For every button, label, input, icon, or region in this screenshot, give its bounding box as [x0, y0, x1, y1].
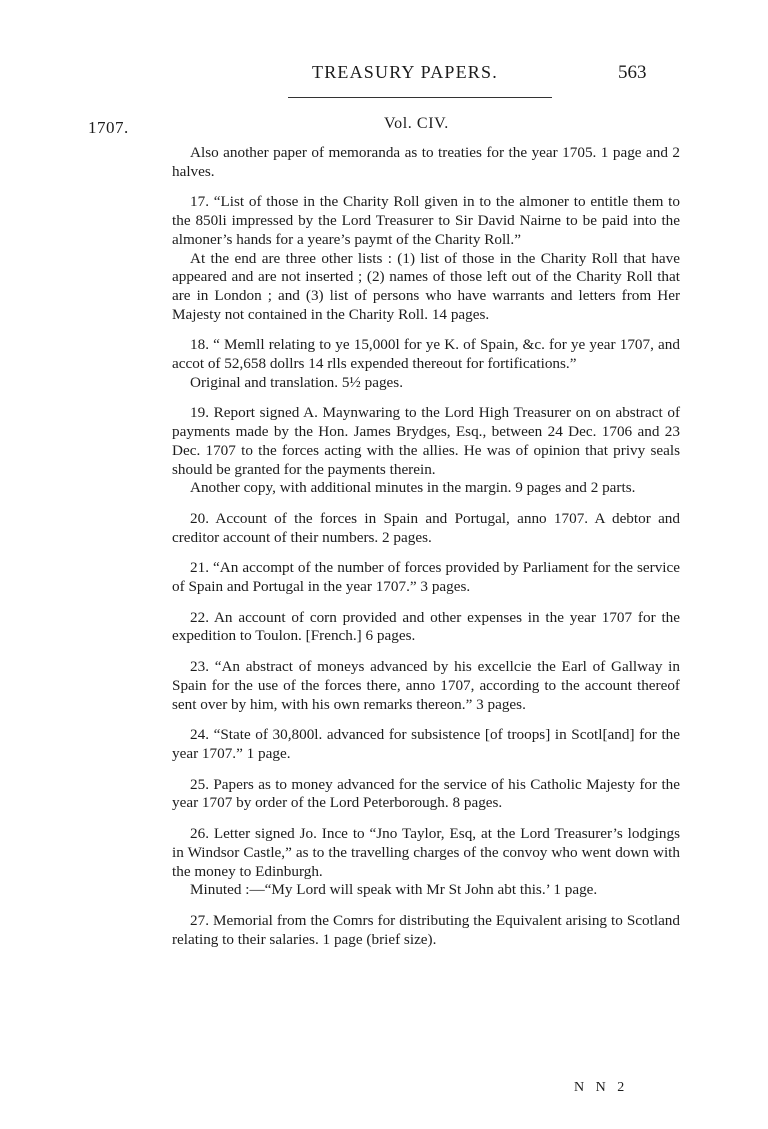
paragraph-memoranda: Also another paper of memoranda as to treaties for the year 1705. 1 page and 2 halves.	[172, 144, 680, 180]
paragraph-23: 23. “An abstract of moneys advanced by his excellcie the Earl of Gallway in Spain for the use of the forces there, anno 1707, according to the account thereof sent over by him, with his own remarks thereon.” 3 pages.	[172, 658, 680, 713]
page-title: TREASURY PAPERS.	[312, 62, 498, 82]
paragraph-17: 17. “List of those in the Charity Roll given in to the almoner to entitle them to the 850li impressed by the Lord Treasurer to Sir David Nairne to be paid into the almoner’s hands for a yeare’s paymt of the Charity Roll.”	[172, 193, 680, 248]
body-text	[172, 144, 680, 961]
paragraph-19: 19. Report signed A. Maynwaring to the Lord High Treasurer on on abstract of payments made by the Hon. James Brydges, Esq., between 24 Dec. 1706 and 23 Dec. 1707 to the forces acting with the allies. He was of opinion that privy seals should be granted for the payments therein.	[172, 404, 680, 478]
paragraph-22: 22. An account of corn provided and other expenses in the year 1707 for the expedition to Toulon. [French.] 6 pages.	[172, 608, 680, 645]
header-rule	[288, 97, 552, 98]
paragraph-18: 18. “ Memll relating to ye 15,000l for ye K. of Spain, &c. for ye year 1707, and accot of 52,658 dollrs 14 rlls expended thereout for fortifications.”	[172, 336, 680, 373]
paragraph-20: 20. Account of the forces in Spain and Portugal, anno 1707. A debtor and creditor account of their numbers. 2 pages.	[172, 509, 680, 546]
margin-year: 1707.	[88, 118, 129, 137]
running-head	[0, 62, 768, 92]
paragraph-24: 24. “State of 30,800l. advanced for subsistence [of troops] in Scotl[and] for the year 1707.” 1 page.	[172, 726, 680, 762]
paragraph-27: 27. Memorial from the Comrs for distributing the Equivalent arising to Scotland relating to their salaries. 1 page (brief size).	[172, 911, 680, 948]
paragraph-18-original: Original and translation. 5½ pages.	[190, 373, 403, 391]
volume-heading: Vol. CIV.	[384, 115, 449, 132]
paragraph-26-minuted: Minuted :—“My Lord will speak with Mr St John abt this.’ 1 page.	[190, 881, 598, 899]
paragraph-26: 26. Letter signed Jo. Ince to “Jno Taylor, Esq, at the Lord Treasurer’s lodgings in Windsor Castle,” as to the travelling charges of the convoy who went down with the money to Edinburgh.	[172, 825, 680, 880]
paragraph-17-lists: At the end are three other lists : (1) list of those in the Charity Roll that have appeared and are not inserted ; (2) names of those left out of the Charity Roll that are in London ; and (3) list of persons who have warrants and letters from Her Majesty not contained in the Charity Roll. 14 pages.	[172, 249, 680, 323]
page-number: 563	[618, 62, 647, 83]
paragraph-19-copy: Another copy, with additional minutes in the margin. 9 pages and 2 parts.	[190, 479, 636, 497]
signature-mark: N N 2	[574, 1080, 629, 1095]
paragraph-21: 21. “An accompt of the number of forces provided by Parliament for the service of Spain and Portugal in the year 1707.” 3 pages.	[172, 559, 680, 596]
paragraph-25: 25. Papers as to money advanced for the service of his Catholic Majesty for the year 1707 by order of the Lord Peterborough. 8 pages.	[172, 775, 680, 812]
